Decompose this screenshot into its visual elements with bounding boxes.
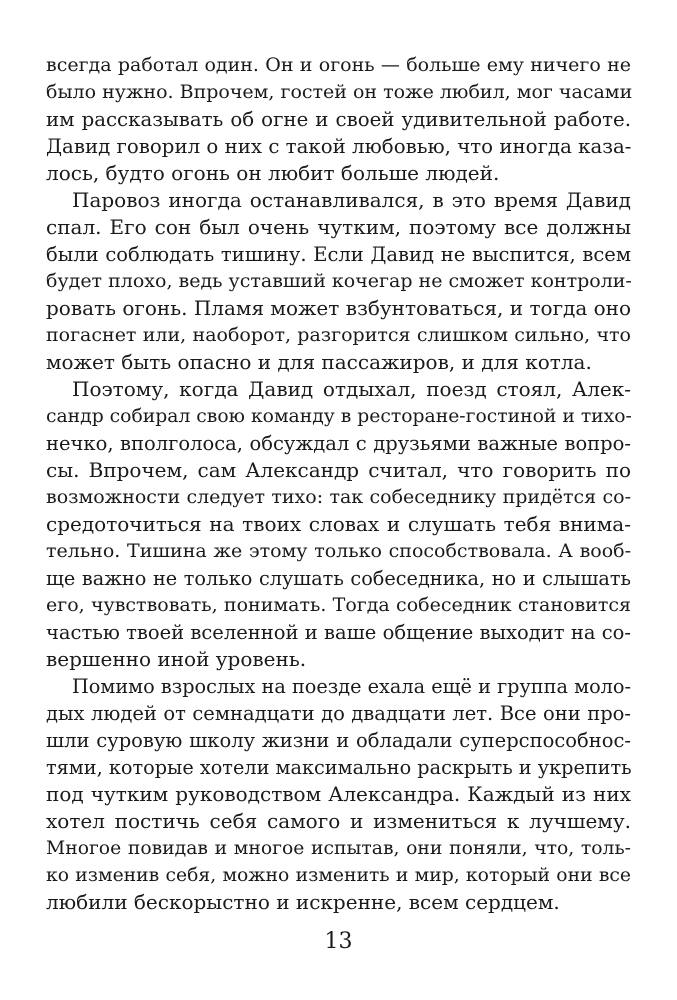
text-line: было нужно. Впрочем, гостей он тоже любил, мог часами (46, 81, 633, 103)
text-line: Поэтому, когда Давид отдыхал, поезд стоял, Алек- (72, 377, 631, 401)
text-line: нечко, вполголоса, обсуждал с друзьями важные вопро- (46, 432, 631, 455)
paragraph (46, 376, 631, 673)
text-line: тельно. Тишина же этому только способствовала. А вооб- (46, 540, 631, 562)
text-line: тями, которые хотели максимально раскрыть и укрепить (46, 756, 632, 779)
text-line: вершенно иной уровень. (46, 647, 307, 671)
text-line: Давид говорил о них с такой любовью, что иногда каза- (46, 135, 632, 158)
text-line: может быть опасно и для пассажиров, и для котла. (46, 350, 592, 374)
text-line: ровать огонь. Пламя может взбунтоваться, и тогда оно (46, 296, 632, 320)
text-line: Многое повидав и многое испытав, они поняли, что, толь- (46, 838, 631, 859)
text-line: частью твоей вселенной и ваше общение выходит на со- (46, 621, 631, 644)
text-line: дых людей от семнадцати до двадцати лет. Все они про- (46, 702, 631, 725)
page-number: 13 (324, 929, 353, 954)
text-line: спал. Его сон был очень чутким, поэтому все должны (46, 215, 631, 239)
text-line: сандр собирал свою команду в ресторане-гостиной и тихо- (46, 406, 632, 427)
text-line: лось, будто огонь он любит больше людей. (46, 161, 500, 185)
text-line: шли суровую школу жизни и обладали суперспособнос- (46, 729, 631, 752)
text-line: Паровоз иногда останавливался, в это время Давид (72, 188, 631, 212)
page-body (46, 52, 631, 916)
text-line: Помимо взрослых на поезде ехала ещё и группа моло- (72, 675, 631, 698)
text-line: были соблюдать тишину. Если Давид не выспится, всем (46, 243, 631, 266)
text-line: хотел постичь себя самого и измениться к лучшему. (46, 809, 631, 833)
text-line: будет плохо, ведь уставший кочегар не сможет контроли- (46, 270, 632, 292)
paragraph (46, 673, 631, 916)
paragraph (46, 187, 631, 376)
text-line: погаснет или, наоборот, разгорится слишком сильно, что (46, 324, 631, 346)
text-line: возможности следует тихо: так собеседнику придётся со- (46, 486, 631, 508)
text-line: всегда работал один. Он и огонь — больше ему ничего не (46, 54, 631, 76)
text-line: ще важно не только слушать собеседника, но и слышать (46, 567, 631, 590)
text-line: любили бескорыстно и искренне, всем сердцем. (46, 890, 560, 914)
text-line: ко изменив себя, можно изменить и мир, который они все (46, 865, 631, 886)
text-line: сы. Впрочем, сам Александр считал, что говорить по (46, 458, 631, 482)
text-line: его, чувствовать, понимать. Тогда собеседник становится (46, 594, 631, 616)
text-line: средоточиться на твоих словах и слушать тебя внима- (46, 512, 631, 536)
paragraph (46, 52, 631, 187)
text-line: им рассказывать об огне и своей удивительной работе. (46, 108, 631, 131)
text-line: под чутким руководством Александра. Каждый из них (46, 782, 631, 806)
